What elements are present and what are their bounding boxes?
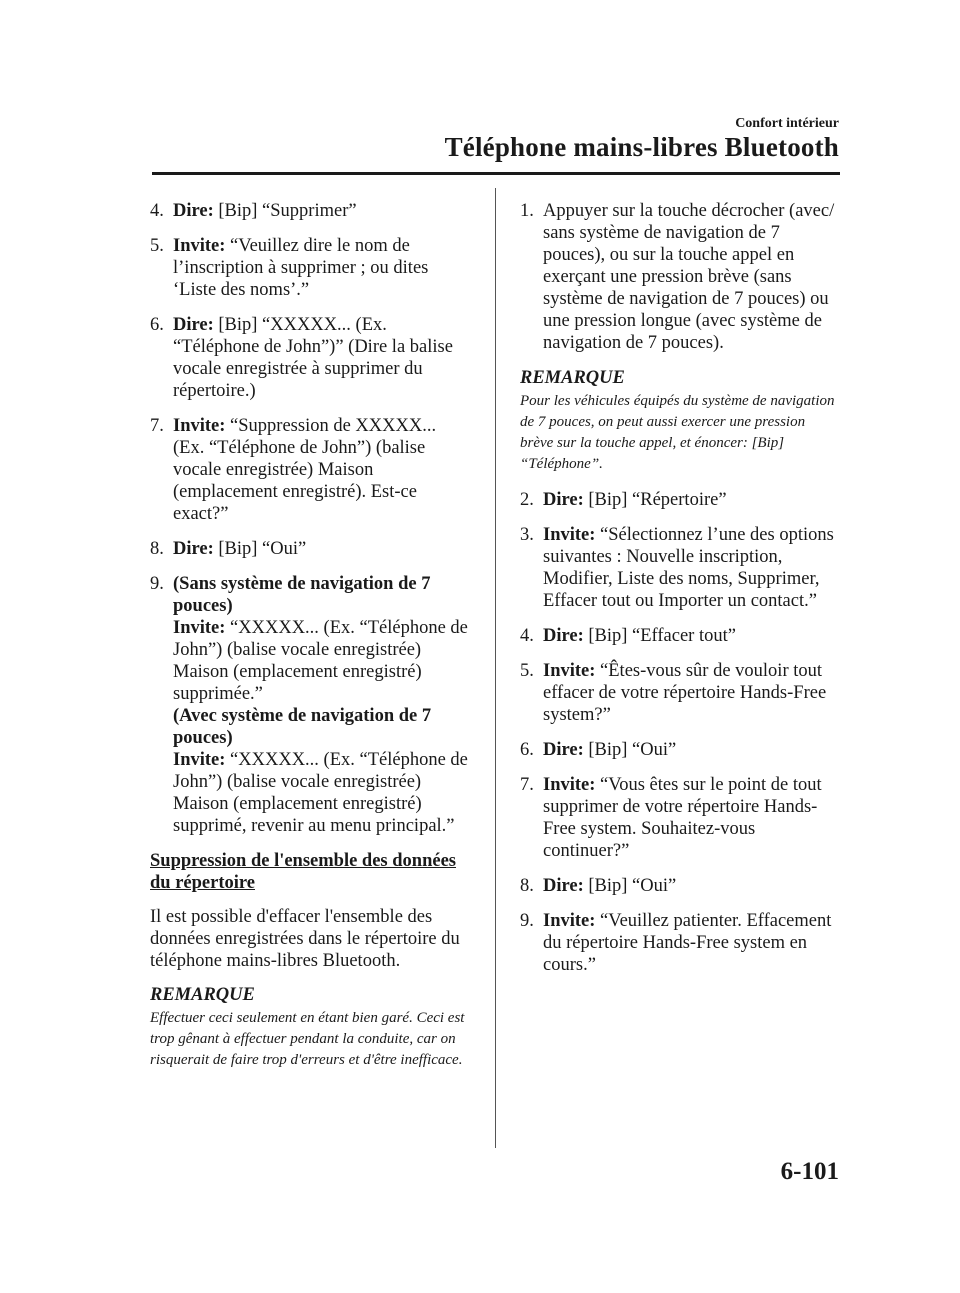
step-text: Appuyer sur la touche décrocher (avec/ sans système de navigation de 7 pouces), ou sur la touche appel en exerçant une pression brève (sans système de navigation de 7 pouces) ou une pression longue (avec système de navigation de 7 pouces).: [543, 201, 835, 353]
step-label: Dire:: [173, 539, 214, 559]
body-paragraph: Il est possible d'effacer l'ensemble des données enregistrées dans le répertoire du téléphone mains-libres Bluetooth.: [150, 907, 460, 971]
step: [520, 774, 842, 862]
step-label: Invite:: [173, 416, 226, 436]
step-number: 4.: [520, 626, 534, 646]
step-text: [Bip] “XXXXX... (Ex. “Téléphone de John”)” (Dire la balise vocale enregistrée à supprimer du répertoire.): [173, 315, 453, 401]
step: [520, 625, 842, 647]
note-heading: REMARQUE: [520, 368, 625, 388]
step: [150, 200, 468, 222]
step-label: Invite:: [543, 775, 596, 795]
step-label: Dire:: [543, 876, 584, 896]
step: [150, 235, 468, 301]
step-label: Dire:: [543, 740, 584, 760]
step-number: 8.: [520, 876, 534, 896]
step: [150, 415, 468, 525]
step-number: 5.: [150, 236, 164, 256]
step-label: Invite:: [173, 750, 226, 770]
step-label: Invite:: [543, 911, 596, 931]
step-number: 2.: [520, 490, 534, 510]
note-body: Pour les véhicules équipés du système de navigation de 7 pouces, on peut aussi exercer une pression brève sur la touche appel, et énoncer: [Bip] “Téléphone”.: [520, 393, 835, 472]
step-number: 4.: [150, 201, 164, 221]
step-label: Dire:: [543, 626, 584, 646]
step: [520, 489, 842, 511]
step-text: “Veuillez dire le nom de l’inscription à supprimer ; ou dites ‘Liste des noms’.”: [173, 236, 429, 300]
step-number: 5.: [520, 661, 534, 681]
note-heading: REMARQUE: [150, 985, 255, 1005]
right-column: [520, 200, 842, 989]
step-number: 9.: [520, 911, 534, 931]
step-text: “XXXXX... (Ex. “Téléphone de John”) (balise vocale enregistrée) Maison (emplacement enregistré) supprimée.”: [173, 618, 468, 704]
step: [150, 314, 468, 402]
step-number: 7.: [150, 416, 164, 436]
step-text: “XXXXX... (Ex. “Téléphone de John”) (balise vocale enregistrée) Maison (emplacement enregistré) supprimé, revenir au menu principal.”: [173, 750, 468, 836]
step: [520, 739, 842, 761]
step-number: 8.: [150, 539, 164, 559]
step-text: [Bip] “Oui”: [583, 876, 677, 896]
step-number: 6.: [520, 740, 534, 760]
header-rule: [152, 172, 840, 175]
step-text: [Bip] “Supprimer”: [213, 201, 357, 221]
condition-label: (Sans système de navigation de 7 pouces): [173, 574, 431, 616]
step-number: 6.: [150, 315, 164, 335]
step-text: “Êtes-vous sûr de vouloir tout effacer de votre répertoire Hands-Free system?”: [543, 661, 827, 725]
step-label: Invite:: [543, 525, 596, 545]
step-text: [Bip] “Oui”: [583, 740, 677, 760]
header-section-label: Confort intérieur: [735, 116, 839, 131]
step-label: Dire:: [173, 201, 214, 221]
step-label: Invite:: [173, 618, 226, 638]
step-text: “Vous êtes sur le point de tout supprimer de votre répertoire Hands-Free system. Souhaitez-vous continuer?”: [543, 775, 822, 861]
section-heading: Suppression de l'ensemble des données du répertoire: [150, 851, 456, 893]
step-number: 1.: [520, 201, 534, 221]
step-number: 9.: [150, 574, 164, 594]
note-body: Effectuer ceci seulement en étant bien garé. Ceci est trop gênant à effectuer pendant la conduite, car on risquerait de faire trop d'erreurs et d'être inefficace.: [150, 1010, 465, 1068]
page-number: 6-101: [780, 1158, 839, 1185]
step-text: “Suppression de XXXXX... (Ex. “Téléphone de John”) (balise vocale enregistrée) Maison (emplacement enregistré). Est-ce exact?”: [173, 416, 437, 524]
step-number: 3.: [520, 525, 534, 545]
condition-label: (Avec système de navigation de 7 pouces): [173, 706, 432, 748]
step: [520, 660, 842, 726]
step: [150, 538, 468, 560]
step-label: Dire:: [173, 315, 214, 335]
column-divider: [495, 188, 496, 1148]
step: [520, 524, 842, 612]
step-text: [Bip] “Effacer tout”: [583, 626, 736, 646]
step-number: 7.: [520, 775, 534, 795]
step-label: Invite:: [543, 661, 596, 681]
step: [520, 910, 842, 976]
step-text: [Bip] “Répertoire”: [583, 490, 727, 510]
step: [150, 573, 468, 837]
step: [520, 875, 842, 897]
step-label: Dire:: [543, 490, 584, 510]
step-text: “Sélectionnez l’une des options suivantes : Nouvelle inscription, Modifier, Liste des noms, Supprimer, Effacer tout ou Importer un contact.”: [543, 525, 834, 611]
left-column: [150, 200, 468, 1085]
step-text: [Bip] “Oui”: [213, 539, 307, 559]
step: [520, 200, 842, 354]
page-title: Téléphone mains-libres Bluetooth: [444, 132, 839, 162]
step-text: “Veuillez patienter. Effacement du répertoire Hands-Free system en cours.”: [543, 911, 832, 975]
step-label: Invite:: [173, 236, 226, 256]
